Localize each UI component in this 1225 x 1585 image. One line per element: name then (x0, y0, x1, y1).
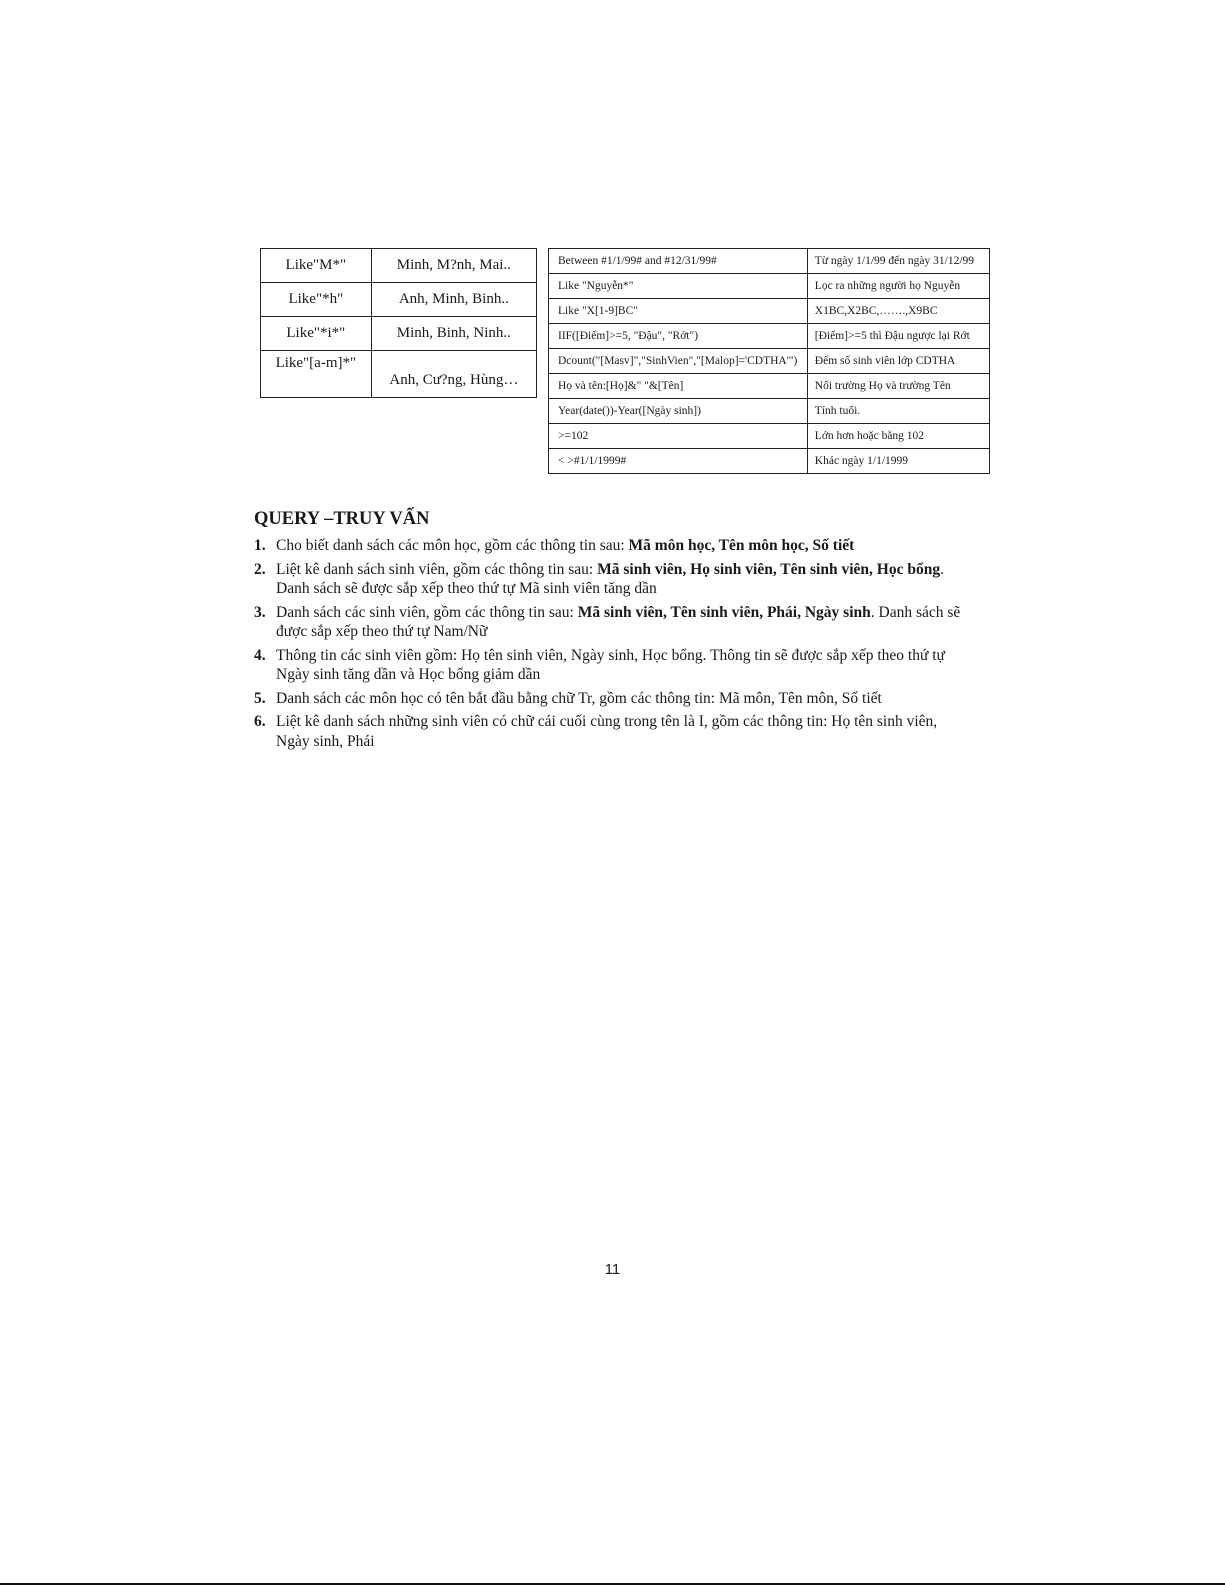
table-row (549, 399, 990, 424)
table-row (549, 299, 990, 324)
meaning-cell: Nối trường Họ và trường Tên (807, 374, 989, 399)
meaning-cell: Đếm số sinh viên lớp CDTHA (807, 349, 989, 374)
list-item (254, 536, 974, 556)
item-text: Thông tin các sinh viên gồm: Họ tên sinh viên, Ngày sinh, Học bổng. Thông tin sẽ được sắp xếp theo thứ tự Ngày sinh tăng dần và Học bổng giảm dần (276, 646, 945, 683)
query-exercise-list (254, 536, 974, 755)
item-bold-text: Mã sinh viên, Họ sinh viên, Tên sinh viên, Học bổng (597, 560, 941, 578)
item-text: Cho biết danh sách các môn học, gồm các thông tin sau: (276, 537, 629, 554)
table-row (549, 324, 990, 349)
item-number: 6. (254, 713, 266, 730)
item-number: 5. (254, 689, 266, 707)
expression-cell: Between #1/1/99# and #12/31/99# (549, 249, 808, 274)
meaning-cell: Tính tuổi. (807, 399, 989, 424)
meaning-cell: Từ ngày 1/1/99 đến ngày 31/12/99 (807, 249, 989, 274)
item-text: Liệt kê danh sách những sinh viên có chữ cái cuối cùng trong tên là I, gồm các thông tin: Họ tên sinh viên, Ngày sinh, Phái (276, 713, 938, 750)
item-number: 3. (254, 603, 266, 621)
item-bold-text: Mã sinh viên, Tên sinh viên, Phái, Ngày sinh (577, 603, 871, 621)
expression-cell: Like "Nguyễn*" (549, 274, 808, 299)
item-text: Danh sách các môn học có tên bắt đầu bằng chữ Tr, gồm các thông tin: Mã môn, Tên môn, Số tiết (276, 689, 882, 707)
item-number: 2. (254, 560, 266, 578)
like-example-cell: Minh, M?nh, Mai.. (371, 249, 536, 283)
expression-table (548, 248, 990, 474)
table-row (261, 317, 537, 351)
meaning-cell: X1BC,X2BC,…….,X9BC (807, 299, 989, 324)
expression-cell: Dcount("[Masv]","SinhVien","[Malop]='CDTHA'") (549, 349, 808, 374)
item-number: 1. (254, 537, 266, 554)
expression-cell: Like "X[1-9]BC" (549, 299, 808, 324)
like-pattern-cell: Like"[a-m]*" (261, 351, 372, 398)
like-pattern-cell: Like"M*" (261, 249, 372, 283)
item-number: 4. (254, 646, 266, 664)
list-item (254, 646, 974, 685)
list-item (254, 560, 974, 599)
table-row (261, 351, 537, 398)
meaning-cell: Lọc ra những người họ Nguyễn (807, 274, 989, 299)
section-title: QUERY –TRUY VẤN (254, 509, 430, 529)
table-row (549, 449, 990, 474)
meaning-cell: [Điểm]>=5 thì Đậu ngược lại Rớt (807, 324, 989, 349)
table-row (549, 249, 990, 274)
item-text-after: . Danh sách sẽ được sắp xếp theo thứ tự Nam/Nữ (276, 603, 961, 640)
like-example-cell: Anh, Cư?ng, Hùng… (371, 351, 536, 398)
item-text: Liệt kê danh sách sinh viên, gồm các thông tin sau: (276, 560, 598, 578)
page-number: 11 (604, 1261, 621, 1278)
table-row (261, 249, 537, 283)
table-row (549, 424, 990, 449)
meaning-cell: Khác ngày 1/1/1999 (807, 449, 989, 474)
like-pattern-table (260, 248, 537, 398)
expression-cell: >=102 (549, 424, 808, 449)
list-item (254, 603, 974, 642)
item-text-after: . Danh sách sẽ được sắp xếp theo thứ tự Mã sinh viên tăng dần (276, 560, 944, 597)
table-row (549, 349, 990, 374)
table-row (549, 274, 990, 299)
item-text: Danh sách các sinh viên, gồm các thông tin sau: (276, 603, 578, 621)
item-bold-text: Mã môn học, Tên môn học, Số tiết (628, 537, 855, 554)
expression-cell: Họ và tên:[Họ]&" "&[Tên] (549, 374, 808, 399)
list-item (254, 712, 974, 751)
table-row (261, 283, 537, 317)
expression-cell: < >#1/1/1999# (549, 449, 808, 474)
table-row (549, 374, 990, 399)
expression-cell: Year(date())-Year([Ngày sinh]) (549, 399, 808, 424)
like-pattern-cell: Like"*i*" (261, 317, 372, 351)
like-example-cell: Anh, Minh, Binh.. (371, 283, 536, 317)
list-item (254, 689, 974, 709)
like-example-cell: Minh, Binh, Ninh.. (371, 317, 536, 351)
meaning-cell: Lớn hơn hoặc bằng 102 (807, 424, 989, 449)
expression-cell: IIF([Điểm]>=5, "Đậu", "Rớt") (549, 324, 808, 349)
like-pattern-cell: Like"*h" (261, 283, 372, 317)
